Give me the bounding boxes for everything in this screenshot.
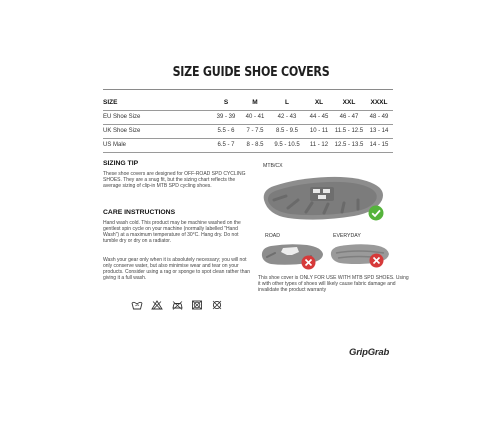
care-line: only conserve water, but also minimise wear and tear on your: [103, 263, 239, 270]
note-line: This shoe cover is ONLY FOR USE WITH MTB SPD SHOES. Using: [258, 275, 409, 281]
table-cell: 40 - 41: [245, 114, 265, 120]
no-tumble-dry-icon: [191, 297, 203, 315]
no-icon-road: [301, 255, 316, 275]
table-header-xxl: XXL: [342, 99, 356, 106]
table-row: [103, 124, 393, 138]
no-icon-everyday: [369, 253, 384, 273]
sizing-tip-heading: SIZING TIP: [103, 160, 139, 167]
table-cell: 5.5 - 6: [217, 128, 235, 134]
care-line: giving it a full wash.: [103, 275, 147, 282]
brand-logo: GripGrab: [349, 347, 390, 358]
table-header-m: M: [252, 99, 258, 106]
care-line: gentlest spin cycle on your machine (normally labelled "Hand: [103, 226, 238, 233]
title-divider: [103, 89, 393, 90]
no-bleach-icon: [151, 297, 163, 315]
sizing-tip-line: average sizing of clip-in MTB SPD cycling shoes.: [103, 183, 212, 190]
care-icons: [131, 297, 223, 315]
road-shoe-image: [259, 240, 329, 273]
table-cell: 14 - 15: [369, 142, 389, 148]
table-row: [103, 110, 393, 124]
table-header-xl: XL: [314, 99, 324, 106]
table-cell: 39 - 39: [216, 114, 236, 120]
no-dry-clean-icon: [211, 297, 223, 315]
row-label: EU Shoe Size: [103, 114, 141, 120]
table-cell: 48 - 49: [369, 114, 389, 120]
care-line: Hand wash cold. This product may be machine washed on the: [103, 220, 241, 226]
row-label: UK Shoe Size: [103, 128, 141, 134]
care-text-2: [103, 257, 268, 281]
sizing-tip-line: These shoe covers are designed for OFF-ROAD SPD CYCLING: [103, 171, 246, 177]
row-label: US Male: [103, 142, 127, 148]
road-label: ROAD: [265, 233, 280, 239]
table-header-l: L: [285, 99, 289, 106]
table-row: [103, 138, 393, 153]
table-header-size: SIZE: [103, 99, 118, 106]
no-iron-icon: [171, 297, 183, 315]
table-cell: 46 - 47: [339, 114, 359, 120]
table-cell: 7 - 7.5: [246, 128, 264, 134]
care-line: products. Consider using a rag or sponge to spot clean rather than: [103, 269, 251, 276]
note-line: invalidate the product warranty: [258, 287, 327, 294]
table-cell: 8 - 8.5: [246, 142, 264, 148]
table-cell: 6.5 - 7: [217, 142, 235, 148]
table-cell: 42 - 43: [277, 114, 297, 120]
note-line: it with other types of shoes will likely cause fabric damage and: [258, 281, 396, 288]
table-cell: 11.5 - 12.5: [334, 128, 364, 134]
care-heading: CARE INSTRUCTIONS: [103, 209, 176, 216]
check-icon: [368, 205, 384, 226]
care-line: Wash your gear only when it is absolutely necessary; you will not: [103, 257, 247, 263]
sizing-tip-text: [103, 171, 263, 189]
table-cell: 11 - 12: [309, 142, 329, 148]
sizing-tip-line: SHOES. They are a snug fit, but the sizing chart reflects the: [103, 177, 236, 184]
hand-wash-icon: [131, 297, 143, 315]
compatibility-note: [258, 275, 418, 293]
table-cell: 12.5 - 13.5: [334, 142, 364, 148]
table-header-s: S: [223, 99, 229, 106]
table-cell: 10 - 11: [309, 128, 329, 134]
table-cell: 8.5 - 9.5: [275, 128, 298, 134]
table-cell: 44 - 45: [309, 114, 329, 120]
everyday-label: EVERYDAY: [333, 233, 361, 239]
table-cell: 13 - 14: [369, 128, 389, 134]
care-text: [103, 220, 263, 244]
mtb-label: MTB/CX: [263, 163, 283, 169]
page-title: SIZE GUIDE SHOE COVERS: [172, 64, 330, 80]
table-header-row: [103, 96, 393, 110]
table-cell: 9.5 - 10.5: [274, 142, 300, 148]
care-line: tumble dry or dry on a radiator.: [103, 238, 172, 245]
care-line: Wash") at a maximum temperature of 30°C. Hang dry. Do not: [103, 232, 239, 239]
table-header-xxxl: XXXL: [370, 99, 388, 106]
size-table: [103, 96, 393, 153]
